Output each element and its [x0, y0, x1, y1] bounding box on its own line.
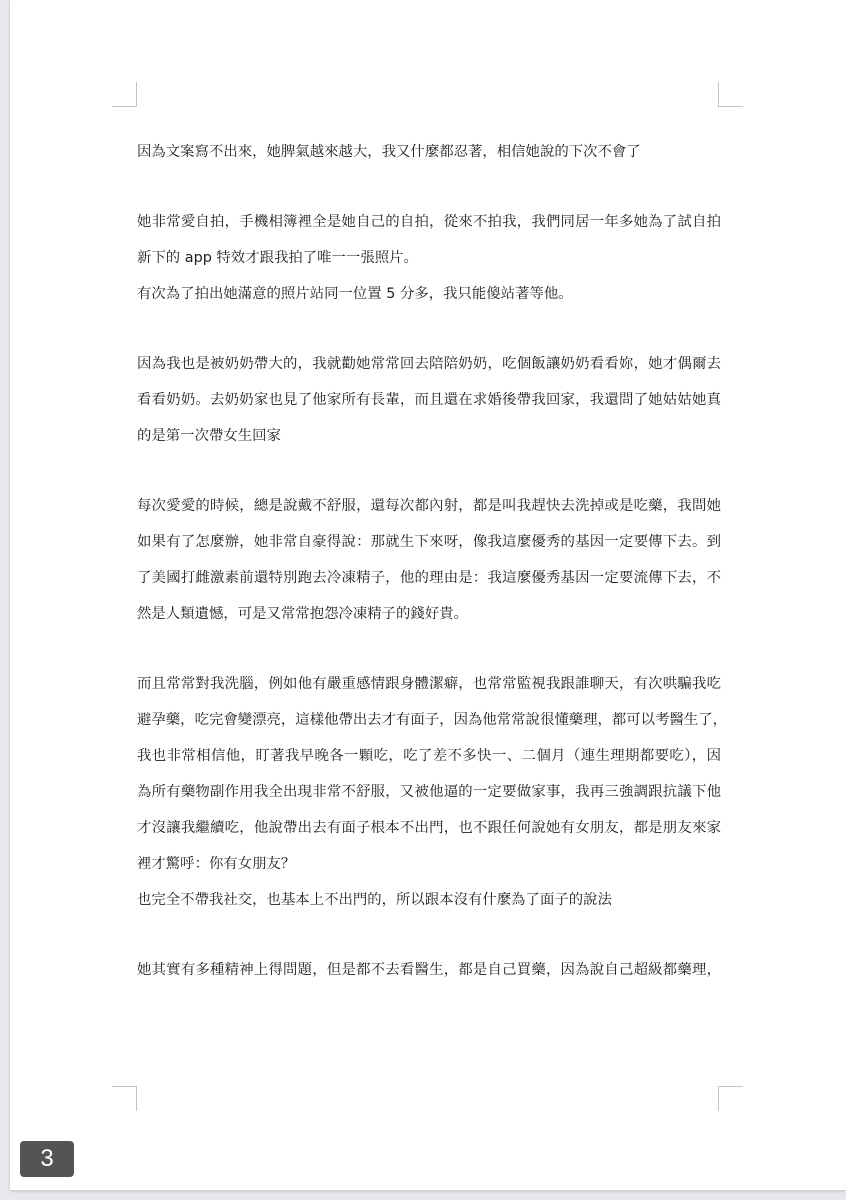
paragraph-line: 如果有了怎麼辦，她非常自豪得說：那就生下來呀，像我這麼優秀的基因一定要傳下去。到	[137, 534, 721, 550]
paragraph-line: 她其實有多種精神上得問題，但是都不去看醫生，都是自己買藥，因為說自己超級都藥理，	[137, 962, 721, 978]
paragraph-line: 也完全不帶我社交，也基本上不出門的，所以跟本沒有什麼為了面子的說法	[137, 892, 612, 908]
paragraph-line: 因為文案寫不出來，她脾氣越來越大，我又什麼都忍著，相信她說的下次不會了	[137, 144, 641, 160]
paragraph-line: 每次愛愛的時候，總是說戴不舒服，還每次都內射，都是叫我趕快去洗掉或是吃藥，我問她	[137, 498, 721, 514]
paragraph	[137, 134, 721, 170]
paragraph	[137, 488, 721, 632]
paragraph-line: 了美國打雌激素前還特別跑去冷凍精子，他的理由是：我這麼優秀基因一定要流傳下去，不	[137, 570, 721, 586]
paragraph-line: 避孕藥，吃完會變漂亮，這樣他帶出去才有面子，因為他常常說很懂藥理，都可以考醫生了，	[137, 712, 728, 728]
margin-corner-bottom-right	[718, 1086, 743, 1111]
margin-corner-bottom-left	[112, 1086, 137, 1111]
paragraph	[137, 204, 721, 276]
paragraph-line: 的是第一次帶女生回家	[137, 428, 281, 444]
paragraph-line: 有次為了拍出她滿意的照片站同一位置 5 分多，我只能傻站著等他。	[137, 286, 573, 302]
paragraph-line: 我也非常相信他，盯著我早晚各一顆吃，吃了差不多快一、二個月（連生理期都要吃），因	[137, 748, 721, 764]
paragraph-line: 新下的 app 特效才跟我拍了唯一一張照片。	[137, 250, 418, 266]
document-body	[137, 134, 728, 1022]
paragraph-line: 而且常常對我洗腦，例如他有嚴重感情跟身體潔癖，也常常監視我跟誰聊天，有次哄騙我吃	[137, 676, 721, 692]
paragraph	[137, 882, 721, 918]
paragraph	[137, 666, 728, 882]
paragraph	[137, 346, 721, 454]
paragraph-line: 因為我也是被奶奶帶大的，我就勸她常常回去陪陪奶奶，吃個飯讓奶奶看看妳，她才偶爾去	[137, 356, 721, 372]
paragraph-line: 然是人類遺憾，可是又常常抱怨冷凍精子的錢好貴。	[137, 606, 468, 622]
paragraph-line: 她非常愛自拍，手機相簿裡全是她自己的自拍，從來不拍我，我們同居一年多她為了試自拍	[137, 214, 721, 230]
document-page	[10, 0, 846, 1190]
paragraph	[137, 952, 721, 988]
paragraph-line: 為所有藥物副作用我全出現非常不舒服，又被他逼的一定要做家事，我再三強調跟抗議下他	[137, 784, 721, 800]
page-number-badge: 3	[20, 1141, 74, 1177]
paragraph-line: 裡才驚呼：你有女朋友？	[137, 856, 296, 872]
margin-corner-top-left	[112, 82, 137, 107]
paragraph	[137, 276, 721, 312]
margin-corner-top-right	[718, 82, 743, 107]
paragraph-line: 才沒讓我繼續吃，他說帶出去有面子根本不出門，也不跟任何說她有女朋友，都是朋友來家	[137, 820, 721, 836]
paragraph-line: 看看奶奶。去奶奶家也見了他家所有長輩，而且還在求婚後帶我回家，我還問了她姑姑她真	[137, 392, 721, 408]
